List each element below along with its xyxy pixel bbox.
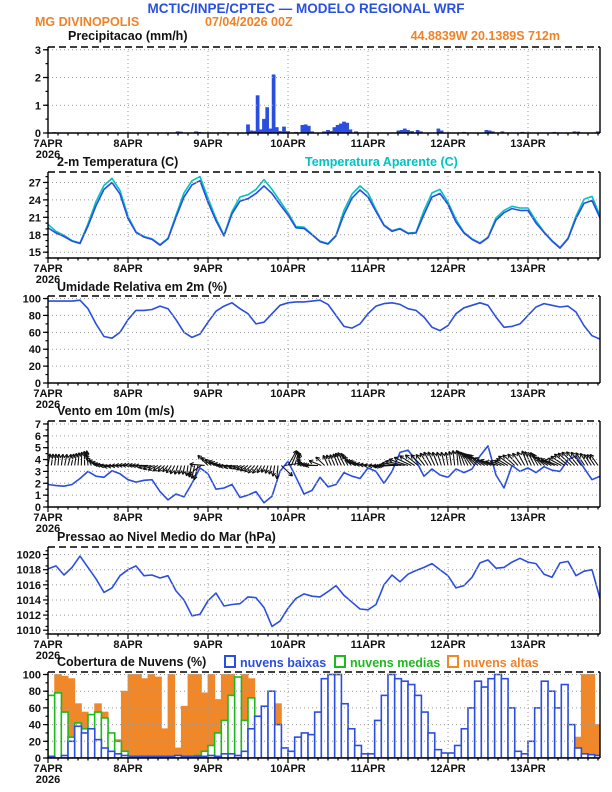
vento-ytick: 1 [34, 490, 41, 503]
temperatura-xtick: 7APR [33, 263, 63, 275]
pressao-xtick: 12APR [430, 639, 466, 651]
pressao-year-label: 2026 [35, 650, 61, 662]
precipitacao-xtick: 11APR [350, 138, 386, 150]
precipitacao-plot-area [53, 75, 603, 133]
temperatura-xtick: 13APR [510, 263, 546, 275]
precipitacao-bars [53, 75, 603, 133]
nuvens-xtick: 10APR [270, 763, 306, 775]
umidade-year-label: 2026 [35, 399, 61, 411]
nuvens-ytick: 0 [34, 753, 41, 765]
vento-ytick: 3 [34, 466, 41, 479]
precipitacao-xtick: 10APR [270, 138, 306, 150]
umidade-xtick: 8APR [113, 388, 143, 400]
temperatura-xtick: 9APR [193, 263, 223, 275]
vento-panel [33, 419, 608, 535]
location-label: 44.8839W 20.1389S 712m [410, 29, 560, 43]
temperatura-panel [29, 172, 608, 286]
nuvens-xtick: 11APR [350, 763, 386, 775]
nuvens-year-label: 2026 [35, 774, 61, 786]
pressao-xtick: 8APR [113, 639, 143, 651]
humidity-title: Umidade Relativa em 2m (%) [57, 280, 228, 294]
nuvens-xtick: 13APR [510, 763, 546, 775]
vento-ytick: 2 [34, 478, 41, 491]
cloud-title: Cobertura de Nuvens (%) [57, 655, 207, 669]
temperatura-ytick: 18 [28, 229, 41, 242]
pressao-xtick: 13APR [510, 639, 546, 651]
temperatura-xtick: 10APR [270, 263, 306, 275]
precipitacao-xtick: 12APR [430, 138, 466, 150]
pressure-title: Pressao ao Nivel Medio do Mar (hPa) [57, 530, 276, 544]
nuvens-ytick: 100 [22, 669, 41, 682]
pressao-xtick: 7APR [33, 639, 63, 651]
temperatura-xtick: 8APR [113, 263, 143, 275]
umidade-relativa-line [48, 300, 608, 339]
wind-title: Vento em 10m (m/s) [57, 404, 175, 418]
vento-xtick: 8APR [113, 512, 143, 524]
temperatura-xtick: 11APR [350, 263, 386, 275]
temperature-title: 2-m Temperatura (C) [57, 155, 179, 169]
temperatura-ytick: 24 [28, 194, 41, 207]
nuvens-altas-swatch-icon [447, 655, 459, 668]
temperatura-xtick: 12APR [430, 263, 466, 275]
nuvens-panel [23, 670, 608, 786]
legend-nuvens-medias [334, 655, 440, 670]
precipitacao-year-label: 2026 [35, 149, 61, 161]
temperatura-ytick: 21 [28, 212, 41, 225]
pressao-nmm-line [48, 556, 608, 626]
umidade-plot-area [48, 300, 608, 339]
station-label: MG DIVINOPOLIS [35, 15, 140, 29]
nuvens-plot-area [48, 675, 608, 758]
precipitacao-ytick: 1 [34, 100, 41, 113]
umidade-ytick: 40 [28, 344, 41, 357]
pressao-xtick: 10APR [270, 639, 306, 651]
precipitacao-ytick: 3 [34, 44, 41, 57]
vento-xtick: 10APR [270, 512, 306, 524]
umidade-xtick: 9APR [193, 388, 223, 400]
nuvens-xtick: 9APR [193, 763, 223, 775]
pressao-ytick: 1018 [16, 564, 41, 577]
precipitacao-xtick: 9APR [193, 138, 223, 150]
umidade-ytick: 20 [28, 361, 41, 374]
temperatura-2m-line [48, 181, 608, 248]
vento-ytick: 0 [34, 502, 41, 514]
umidade-xtick: 12APR [430, 388, 466, 400]
umidade-xtick: 7APR [33, 388, 63, 400]
nuvens-ytick: 20 [28, 736, 41, 749]
umidade-xtick: 11APR [350, 388, 386, 400]
vento-ytick: 4 [34, 454, 41, 467]
temperatura-year-label: 2026 [35, 274, 61, 286]
nuvens-baixas-label: nuvens baixas [240, 656, 327, 670]
vento-xtick: 11APR [350, 512, 386, 524]
umidade-ytick: 0 [34, 378, 41, 390]
umidade-ytick: 60 [28, 327, 41, 340]
umidade-ytick: 100 [22, 293, 41, 306]
temperatura-plot-area [48, 177, 608, 249]
nuvens-medias-label: nuvens medias [350, 656, 441, 670]
wind-barbs [47, 450, 598, 480]
vento-ytick: 7 [34, 418, 41, 431]
precipitacao-panel [33, 45, 602, 161]
vento-year-label: 2026 [35, 523, 61, 535]
pressao-xtick: 11APR [350, 639, 386, 651]
pressao-ytick: 1010 [16, 625, 41, 638]
vento-xtick: 9APR [193, 512, 223, 524]
umidade-xtick: 13APR [510, 388, 546, 400]
umidade-ytick: 80 [28, 310, 41, 323]
nuvens-altas-label: nuvens altas [463, 656, 539, 670]
nuvens-xtick: 7APR [33, 763, 63, 775]
precipitacao-ytick: 2 [34, 72, 41, 85]
vento-plot-area [47, 446, 608, 503]
pressao-xtick: 9APR [193, 639, 223, 651]
pressao-ytick: 1012 [16, 610, 41, 623]
precipitacao-xtick: 13APR [510, 138, 546, 150]
temperatura-aparente-line [48, 177, 608, 248]
nuvens-ytick: 40 [28, 719, 41, 732]
pressao-panel [17, 547, 608, 662]
precipitacao-xtick: 7APR [33, 138, 63, 150]
nuvens-xtick: 8APR [113, 763, 143, 775]
vento-ytick: 6 [34, 430, 41, 443]
pressao-plot-area [48, 556, 608, 626]
nuvens-ytick: 80 [28, 686, 41, 699]
vento-ytick: 5 [34, 442, 41, 455]
pressao-ytick: 1016 [16, 579, 41, 592]
apparent-temperature-legend: Temperatura Aparente (C) [305, 155, 458, 169]
pressao-ytick: 1020 [16, 549, 41, 562]
temperatura-ytick: 27 [28, 177, 41, 190]
precipitacao-xtick: 8APR [113, 138, 143, 150]
nuvens-xtick: 12APR [430, 763, 466, 775]
precip-title: Precipitacao (mm/h) [68, 29, 188, 43]
umidade-xtick: 10APR [270, 388, 306, 400]
nuvens-medias-swatch-icon [334, 655, 346, 668]
pressao-ytick: 1014 [16, 594, 41, 607]
nuvens-ytick: 60 [28, 702, 41, 715]
vento-xtick: 13APR [510, 512, 546, 524]
vento-xtick: 7APR [33, 512, 63, 524]
vento-xtick: 12APR [430, 512, 466, 524]
precipitacao-ytick: 0 [34, 128, 41, 140]
legend-nuvens-altas [447, 655, 539, 670]
temperatura-ytick: 15 [28, 247, 41, 260]
model-run-label: 07/04/2026 00Z [205, 15, 293, 29]
nuvens-baixas-swatch-icon [224, 655, 236, 668]
umidade-panel [23, 294, 608, 411]
page-title: MCTIC/INPE/CPTEC — MODELO REGIONAL WRF [147, 1, 465, 16]
legend-nuvens-baixas [224, 655, 326, 670]
